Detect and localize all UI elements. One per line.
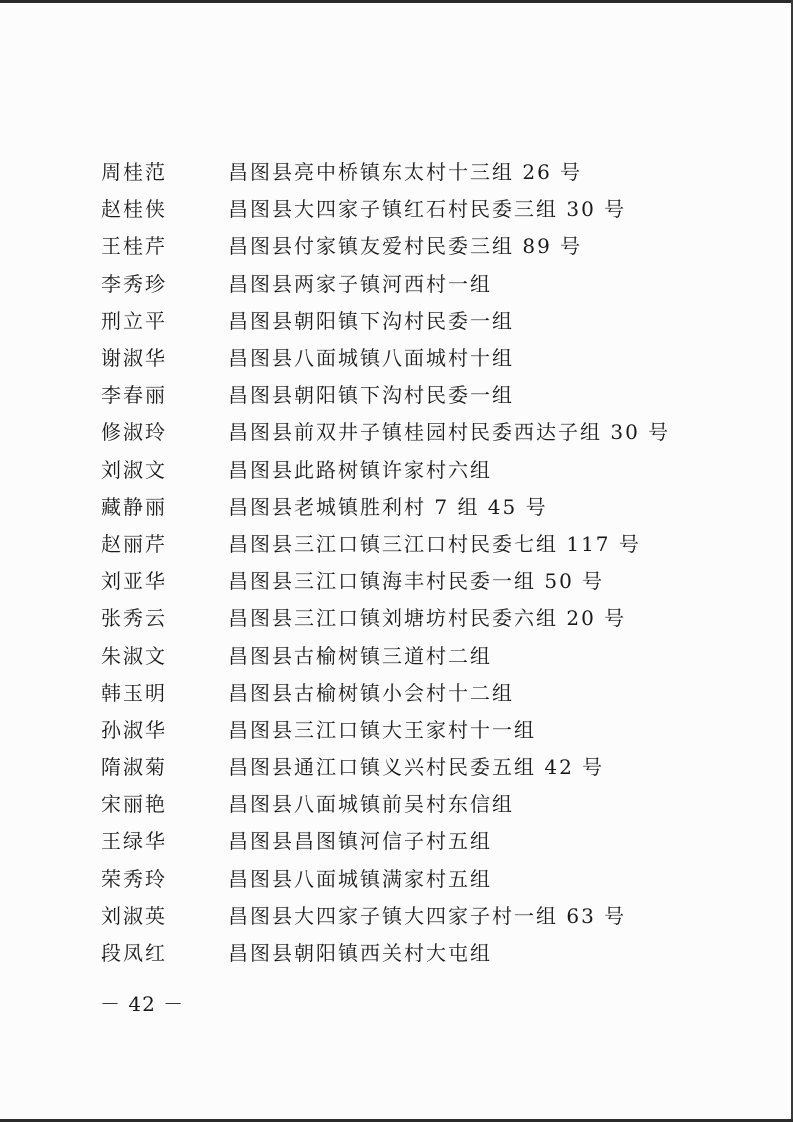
- address: 昌图县朝阳镇下沟村民委一组: [228, 308, 514, 333]
- person-name: 谢淑华: [101, 346, 167, 371]
- person-name: 张秀云: [101, 606, 167, 631]
- person-name: 赵桂侠: [101, 197, 167, 222]
- list-item: [101, 412, 741, 449]
- address: 昌图县古榆树镇小会村十二组: [228, 680, 514, 705]
- person-name: 修淑玲: [101, 420, 167, 445]
- list-item: [101, 152, 741, 189]
- person-name: 王绿华: [101, 829, 167, 854]
- list-item: [101, 598, 741, 635]
- address: 昌图县八面城镇前吴村东信组: [228, 792, 514, 817]
- list-item: [101, 226, 741, 263]
- address: 昌图县昌图镇河信子村五组: [228, 829, 492, 854]
- list-item: [101, 933, 741, 970]
- list-item: [101, 524, 741, 561]
- person-name: 赵丽芹: [101, 531, 167, 556]
- list-item: [101, 264, 741, 301]
- person-name: 刘淑英: [101, 903, 167, 928]
- address: 昌图县朝阳镇西关村大屯组: [228, 941, 492, 966]
- list-item: [101, 487, 741, 524]
- list-item: [101, 896, 741, 933]
- person-name: 刘淑文: [101, 457, 167, 482]
- address: 昌图县三江口镇海丰村民委一组 50 号: [228, 569, 605, 594]
- list-item: [101, 189, 741, 226]
- person-name: 王桂芹: [101, 234, 167, 259]
- address: 昌图县两家子镇河西村一组: [228, 271, 492, 296]
- list-item: [101, 784, 741, 821]
- person-name: 刑立平: [101, 308, 167, 333]
- person-name: 韩玉明: [101, 680, 167, 705]
- person-name: 段凤红: [101, 941, 167, 966]
- person-name: 荣秀玲: [101, 866, 167, 891]
- address: 昌图县大四家子镇大四家子村一组 63 号: [228, 903, 627, 928]
- address: 昌图县八面城镇八面城村十组: [228, 346, 514, 371]
- person-name: 孙淑华: [101, 717, 167, 742]
- address: 昌图县三江口镇大王家村十一组: [228, 717, 536, 742]
- list-item: [101, 635, 741, 672]
- list-item: [101, 710, 741, 747]
- list-item: [101, 673, 741, 710]
- list-item: [101, 375, 741, 412]
- person-name: 藏静丽: [101, 494, 167, 519]
- person-name: 李春丽: [101, 383, 167, 408]
- list-item: [101, 747, 741, 784]
- address: 昌图县老城镇胜利村 7 组 45 号: [228, 494, 548, 519]
- address: 昌图县朝阳镇下沟村民委一组: [228, 383, 514, 408]
- address: 昌图县八面城镇满家村五组: [228, 866, 492, 891]
- address: 昌图县大四家子镇红石村民委三组 30 号: [228, 197, 627, 222]
- list-item: [101, 859, 741, 896]
- name-address-list: [101, 152, 741, 970]
- person-name: 李秀珍: [101, 271, 167, 296]
- address: 昌图县前双井子镇桂园村民委西达子组 30 号: [228, 420, 671, 445]
- address: 昌图县付家镇友爱村民委三组 89 号: [228, 234, 583, 259]
- address: 昌图县三江口镇三江口村民委七组 117 号: [228, 531, 641, 556]
- address: 昌图县古榆树镇三道村二组: [228, 643, 492, 668]
- address: 昌图县亮中桥镇东太村十三组 26 号: [228, 160, 583, 185]
- person-name: 刘亚华: [101, 569, 167, 594]
- list-item: [101, 301, 741, 338]
- scan-border-top: [0, 0, 793, 3]
- person-name: 宋丽艳: [101, 792, 167, 817]
- person-name: 朱淑文: [101, 643, 167, 668]
- address: 昌图县通江口镇义兴村民委五组 42 号: [228, 755, 605, 780]
- list-item: [101, 338, 741, 375]
- address: 昌图县此路树镇许家村六组: [228, 457, 492, 482]
- page-number: － 42 －: [100, 992, 185, 1016]
- list-item: [101, 561, 741, 598]
- list-item: [101, 821, 741, 858]
- address: 昌图县三江口镇刘塘坊村民委六组 20 号: [228, 606, 627, 631]
- person-name: 周桂范: [101, 160, 167, 185]
- list-item: [101, 450, 741, 487]
- person-name: 隋淑菊: [101, 755, 167, 780]
